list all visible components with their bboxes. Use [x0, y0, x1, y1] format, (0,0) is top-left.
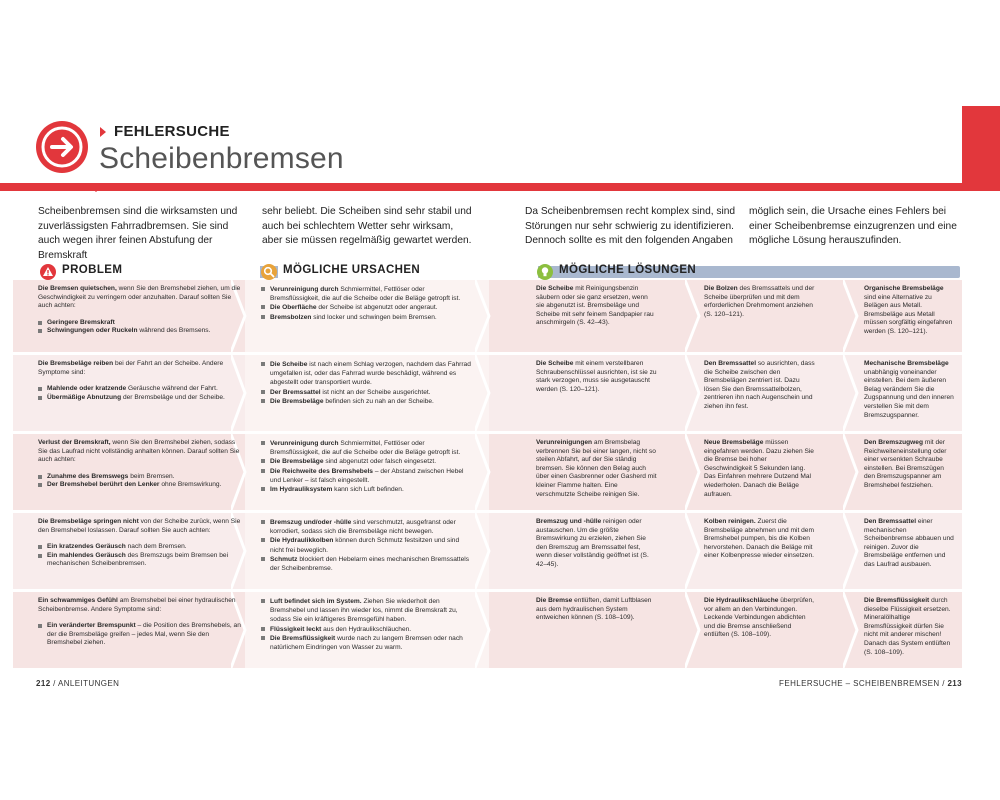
solution-text: mit der Reichweiteneinstellung oder einer versenkten Schraube einstellen. Bei Bremszügen den Bremszugspanner am Bremshebel festziehen.	[864, 439, 947, 489]
solution-text: so ausrichten, dass die Scheibe zwischen den Bremsbelägen zentriert ist. Dazu lösen Sie den Bremssattelbolzen, zentrieren ihn nach Augenschein und ziehen ihn fest.	[704, 360, 815, 410]
cause-text: wurde nach zu langem Bremsen oder nach natürlichem Eindringen von Wasser zu warm.	[270, 634, 463, 652]
cause-title: Die Bremsbeläge	[270, 397, 324, 405]
cause-item	[261, 518, 471, 536]
intro-paragraph-2: sehr beliebt. Die Scheiben sind sehr stabil und auch bei schlechtem Wetter sehr wirksam, aber sie müssen regelmäßig gewartet werden.	[262, 206, 472, 246]
footer-right	[779, 679, 962, 688]
symptom-title: Übermäßige Abnutzung	[47, 393, 122, 401]
solution-text: am Bremsbelag verbrennen Sie bei einer langen, nicht so steilen Abfahrt, auf der Sie ständig bremsen. Sie können den Belag auch über einen Gasbrenner oder Gasherd mit kleiner Flamme halten. Eine verschmutzte Scheibe reinigen Sie.	[536, 439, 657, 498]
cause-text: sind abgenutzt oder falsch eingesetzt.	[323, 458, 437, 466]
solution-title: Neue Bremsbeläge	[704, 439, 764, 446]
cause-item	[261, 485, 471, 494]
solution-cell-2	[704, 597, 816, 640]
problem-cell	[38, 285, 243, 336]
cause-item	[261, 625, 471, 634]
spacer	[38, 311, 243, 319]
symptom-title: Ein veränderter Bremspunkt	[47, 622, 136, 630]
problem-title: Die Bremsbeläge reiben	[38, 360, 114, 367]
chevron-right-icon	[685, 355, 701, 431]
solution-title: Die Bolzen	[704, 285, 738, 292]
solution-text: mit Reinigungsbenzin säubern oder sie ganz ersetzen, wenn sie abgenutzt ist. Bremsbeläge und Scheibe mit sehr feinem Sandpapier rau anschmirgeln (S. 42–43).	[536, 285, 654, 327]
cause-title: Flüssigkeit leckt	[270, 625, 322, 633]
causes-cell	[261, 285, 471, 322]
solution-text: einer mechanischen Scheibenbremse abbauen und reinigen. Zuvor die Bremsbeläge entfernen und das Laufrad ausbauen.	[864, 518, 954, 568]
kicker-triangle-icon	[100, 127, 106, 137]
table-row	[13, 513, 962, 589]
chevron-right-icon	[843, 513, 859, 589]
solution-text: mit einem verstellbaren Schraubenschlüssel ausrichten, ist sie zu stark verzogen, muss sie ausgetauscht werden (S. 120–121).	[536, 360, 657, 393]
cause-title: Die Scheibe	[270, 361, 308, 368]
magnifier-icon	[261, 264, 277, 280]
solution-title: Die Bremsflüssigkeit	[864, 597, 930, 604]
page-edge-tab	[962, 106, 1000, 191]
solution-text: unabhängig voneinander einstellen. Bei dem äußeren Belag verändern Sie die Zugspannung und den inneren verstellen Sie mit dem Bremszugspanner.	[864, 368, 954, 419]
symptom-list	[38, 319, 243, 336]
column-header-solutions: MÖGLICHE LÖSUNGEN	[559, 264, 697, 276]
symptom-item	[38, 385, 243, 394]
problem-description: wenn Sie den Bremshebel ziehen, sodass Sie das Laufrad nicht vollständig anhalten können. Darauf sollten Sie auch achten:	[38, 439, 240, 464]
solution-text: müssen eingefahren werden. Dazu ziehen Sie die Bremse bei hoher Geschwindigkeit 5 Sekunden lang. Das Einfahren mehrere Dutzend Mal wiederholen. Danach die Beläge aufrauen.	[704, 439, 814, 498]
problem-cell	[38, 518, 243, 569]
intro-paragraph-4: möglich sein, die Ursache eines Fehlers bei einer Scheibenbremse einzugrenzen und eine mögliche Lösung herauszufinden.	[749, 206, 957, 246]
cause-title: Die Oberfläche	[270, 304, 317, 312]
footer-left-section: / ANLEITUNGEN	[50, 679, 120, 688]
symptom-item	[38, 481, 243, 490]
chevron-right-icon	[475, 513, 491, 589]
symptom-list	[38, 473, 243, 490]
chevron-right-icon	[685, 592, 701, 668]
problem-title: Die Bremsbeläge springen nicht	[38, 518, 139, 525]
solution-cell-2	[704, 518, 816, 561]
symptom-text: während des Bremsens.	[137, 327, 211, 335]
cause-list	[261, 360, 471, 406]
cause-text: befinden sich zu nah an der Scheibe.	[323, 397, 434, 405]
chevron-right-icon	[475, 434, 491, 510]
cause-text: Schmiermittel, Fettlöser oder Bremsflüssigkeit, die auf die Scheibe oder die Beläge getropft ist.	[270, 286, 461, 303]
cause-text: ist nicht an der Scheibe ausgerichtet.	[320, 388, 431, 396]
intro-paragraph-3: Da Scheibenbremsen recht komplex sind, sind Störungen nur sehr schwierig zu identifizieren. Dennoch sollte es mit den folgenden Angaben	[525, 206, 736, 246]
solution-cell-3	[864, 597, 956, 657]
symptom-item	[38, 552, 243, 569]
symptom-title: Der Bremshebel berührt den Lenker	[47, 481, 160, 489]
cause-title: Bremszug und/oder -hülle	[270, 519, 352, 526]
cause-text: blockiert den Hebelarm eines mechanischen Bremssattels der Scheibenbremse.	[270, 555, 470, 573]
problem-intro	[38, 597, 243, 614]
problem-description: bei der Fahrt an der Scheibe. Andere Symptome sind:	[38, 360, 224, 376]
cause-text: Schmiermittel, Fettlöser oder Bremsflüssigkeit, die auf die Scheibe oder die Beläge getropft ist.	[270, 440, 461, 457]
solution-title: Die Bremse	[536, 597, 573, 604]
cause-text: kann sich Luft befinden.	[332, 486, 404, 494]
cause-title: Der Bremssattel	[270, 388, 321, 396]
solution-title: Die Hydraulikschläuche	[704, 597, 779, 604]
solution-title: Den Bremssattel	[864, 518, 917, 525]
kicker-label: FEHLERSUCHE	[114, 123, 230, 140]
solution-cell-3	[864, 285, 956, 337]
symptom-item	[38, 327, 243, 336]
problem-title: Verlust der Bremskraft,	[38, 439, 111, 446]
problem-description: wenn Sie den Bremshebel ziehen, um die Geschwindigkeit zu verringern oder anzuhalten. Darauf sollten Sie auch achten:	[38, 285, 241, 310]
problem-description: am Bremshebel bei einer hydraulischen Scheibenbremse. Andere Symptome sind:	[38, 597, 236, 613]
symptom-text: des Bremszugs beim Bremsen bei mechanischen Scheibenbremsen.	[47, 551, 229, 568]
problem-description: von der Scheibe zurück, wenn Sie den Bremshebel loslassen. Darauf sollten Sie auch achten:	[38, 518, 241, 534]
symptom-title: Ein mahlendes Geräusch	[47, 551, 126, 559]
cause-item	[261, 597, 471, 625]
solution-title: Den Bremszugweg	[864, 439, 923, 446]
cause-title: Schmutz	[270, 555, 298, 563]
symptom-text: beim Bremsen.	[128, 472, 175, 480]
solution-cell-2	[704, 285, 816, 319]
footer-right-section: FEHLERSUCHE – SCHEIBENBREMSEN /	[779, 679, 948, 688]
cause-title: Bremsbolzen	[270, 313, 312, 321]
chevron-right-icon	[475, 355, 491, 431]
problem-intro	[38, 360, 243, 377]
solution-cell-3	[864, 518, 956, 570]
symptom-list	[38, 385, 243, 402]
solution-title: Den Bremssattel	[704, 360, 757, 367]
symptom-item	[38, 622, 243, 648]
chevron-right-icon	[475, 592, 491, 668]
cause-item	[261, 388, 471, 397]
cause-item	[261, 303, 471, 312]
problem-intro	[38, 285, 243, 311]
solution-title: Organische Bremsbeläge	[864, 285, 944, 292]
table-row	[13, 434, 962, 510]
cause-item	[261, 555, 471, 573]
cause-title: Die Bremsbeläge	[270, 458, 324, 466]
solution-cell-2	[704, 360, 816, 412]
cause-title: Die Reichweite des Bremshebels	[270, 467, 373, 475]
solution-text: überprüfen, vor allem an den Verbindungen. Leckende Verbindungen abdichten und die Bremse anschließend entlüften (S. 108–109).	[704, 597, 814, 639]
symptom-title: Ein kratzendes Geräusch	[47, 543, 126, 551]
solution-title: Die Scheibe	[536, 285, 574, 292]
spacer	[38, 377, 243, 385]
column-header-problem: PROBLEM	[62, 264, 123, 276]
symptom-title: Zunahme des Bremswegs	[47, 472, 129, 480]
cause-title: Die Bremsflüssigkeit	[270, 634, 336, 642]
lightbulb-icon	[537, 264, 553, 280]
cause-item	[261, 285, 471, 303]
cause-item	[261, 313, 471, 322]
problem-cell	[38, 597, 243, 648]
symptom-text: nach dem Bremsen.	[125, 543, 187, 551]
solution-title: Verunreinigungen	[536, 439, 593, 446]
arrow-icon	[36, 121, 88, 173]
solution-text: durch dieselbe Flüssigkeit ersetzen. Mineralölhaltige Bremsflüssigkeit dürfen Sie nicht mit anderer mischen! Danach das System entlüften (S. 108–109).	[864, 597, 951, 656]
spacer	[38, 535, 243, 543]
cause-title: Im Hydrauliksystem	[270, 486, 333, 494]
cause-text: ist nach einem Schlag verzogen, nachdem das Fahrrad umgefallen ist, oder das Fahrrad wurde beschädigt, während es abgestellt oder transportiert wurde.	[270, 361, 471, 387]
solution-cell-1	[536, 518, 658, 570]
solution-cell-1	[536, 439, 658, 499]
cause-item	[261, 360, 471, 388]
chevron-right-icon	[843, 434, 859, 510]
solution-text: Zuerst die Bremsbeläge abnehmen und mit dem Bremshebel pumpen, bis die Kolben hervorstehen. Danach die Beläge mit einer Kolbenpresse wieder einsetzen.	[704, 518, 814, 560]
cause-title: Verunreinigung durch	[270, 286, 339, 293]
cause-text: Ziehen Sie wiederholt den Bremshebel und lassen ihn wieder los, nimmt die Bremskraft zu, sodass Sie ein kräftigeres Bremsgefühl haben.	[270, 598, 458, 624]
solution-text: des Bremssattels und der Scheibe überprüfen und mit dem erforderlichen Drehmoment anziehen (S. 120–121).	[704, 285, 815, 318]
warning-icon	[40, 264, 56, 280]
causes-cell	[261, 518, 471, 573]
cause-item	[261, 457, 471, 466]
header-rule-notch	[86, 183, 106, 192]
page-number-left: 212	[36, 679, 51, 688]
column-header-causes: MÖGLICHE URSACHEN	[283, 264, 421, 276]
cause-item	[261, 439, 471, 457]
cause-list	[261, 597, 471, 652]
cause-item	[261, 536, 471, 554]
causes-cell	[261, 597, 471, 652]
spacer	[38, 614, 243, 622]
symptom-item	[38, 473, 243, 482]
solution-cell-3	[864, 360, 956, 420]
cause-text: sind verschmutzt, ausgefranst oder korrodiert, sodass sich die Bremsbeläge nicht bewegen.	[270, 519, 456, 536]
problem-title: Ein schwammiges Gefühl	[38, 597, 118, 604]
chevron-right-icon	[843, 592, 859, 668]
chevron-right-icon	[685, 434, 701, 510]
chevron-right-icon	[843, 355, 859, 431]
page-title: Scheibenbremsen	[99, 142, 344, 175]
footer-left	[36, 679, 119, 688]
section-kicker	[100, 123, 230, 140]
symptom-item	[38, 319, 243, 328]
page-number-right: 213	[947, 679, 962, 688]
cause-item	[261, 397, 471, 406]
table-row	[13, 592, 962, 668]
symptom-list	[38, 622, 243, 648]
cause-text: der Scheibe ist abgenutzt oder angeraut.	[316, 304, 438, 312]
chevron-right-icon	[475, 280, 491, 352]
solution-text: reinigen oder austauschen. Um die größte Bremswirkung zu erzielen, ziehen Sie den Bremszug am Bremssattel fest, wenn dieser vollständig geöffnet ist (S. 42–45).	[536, 518, 649, 568]
solution-cell-3	[864, 439, 956, 491]
symptom-title: Schwingungen oder Ruckeln	[47, 327, 138, 335]
table-row	[13, 355, 962, 431]
problem-intro	[38, 518, 243, 535]
chevron-right-icon	[843, 280, 859, 352]
problem-cell	[38, 360, 243, 402]
symptom-text: – die Position des Bremshebels, an der die Bremsbeläge greifen – jedes Mal, wenn Sie den Bremshebel ziehen.	[47, 622, 241, 647]
solution-cell-1	[536, 360, 658, 394]
cause-item	[261, 634, 471, 652]
cause-text: aus den Hydraulikschläuchen.	[321, 625, 412, 633]
symptom-text: ohne Bremswirkung.	[159, 481, 222, 489]
symptom-text: Geräusche während der Fahrt.	[126, 385, 218, 393]
cause-list	[261, 439, 471, 494]
solution-title: Die Scheibe	[536, 360, 574, 367]
table-header	[34, 264, 962, 279]
solution-text: sind eine Alternative zu Belägen aus Metall. Bremsbeläge aus Metall müssen sorgfältig eingefahren werden (S. 120–121).	[864, 293, 953, 335]
symptom-item	[38, 543, 243, 552]
header-rule	[0, 183, 1000, 191]
solution-cell-1	[536, 285, 658, 328]
solution-title: Mechanische Bremsbeläge	[864, 360, 949, 367]
chevron-right-icon	[685, 513, 701, 589]
cause-text: sind locker und schwingen beim Bremsen.	[311, 313, 437, 321]
problem-intro	[38, 439, 243, 465]
cause-title: Luft befindet sich im System.	[270, 598, 362, 605]
symptom-title: Mahlende oder kratzende	[47, 385, 127, 393]
symptom-item	[38, 394, 243, 403]
cause-item	[261, 467, 471, 485]
solution-cell-2	[704, 439, 816, 499]
intro-paragraph-1: Scheibenbremsen sind die wirksamsten und zuverlässigsten Fahrradbremsen. Sie sind auch wegen ihrer feinen Abstufung der Bremskraft	[38, 206, 238, 261]
spacer	[38, 465, 243, 473]
symptom-title: Geringere Bremskraft	[47, 318, 115, 326]
cause-title: Verunreinigung durch	[270, 440, 339, 447]
cause-list	[261, 518, 471, 573]
cause-text: – der Abstand zwischen Hebel und Lenker – ist falsch eingestellt.	[270, 467, 464, 484]
cause-list	[261, 285, 471, 322]
problem-cell	[38, 439, 243, 490]
chevron-right-icon	[685, 280, 701, 352]
cause-title: Die Hydraulikkolben	[270, 537, 334, 545]
symptom-text: der Bremsbeläge und der Scheibe.	[121, 393, 225, 401]
problem-title: Die Bremsen quietschen,	[38, 285, 117, 292]
causes-cell	[261, 360, 471, 406]
table-row	[13, 280, 962, 352]
solution-cell-1	[536, 597, 658, 623]
solution-title: Bremszug und -hülle	[536, 518, 602, 525]
causes-cell	[261, 439, 471, 494]
cause-text: können durch Schmutz festsitzen und sind nicht frei beweglich.	[270, 537, 460, 554]
symptom-list	[38, 543, 243, 569]
solution-text: entlüften, damit Luftblasen aus dem hydraulischen System entweichen können (S. 108–109).	[536, 597, 652, 622]
solution-title: Kolben reinigen.	[704, 518, 756, 525]
